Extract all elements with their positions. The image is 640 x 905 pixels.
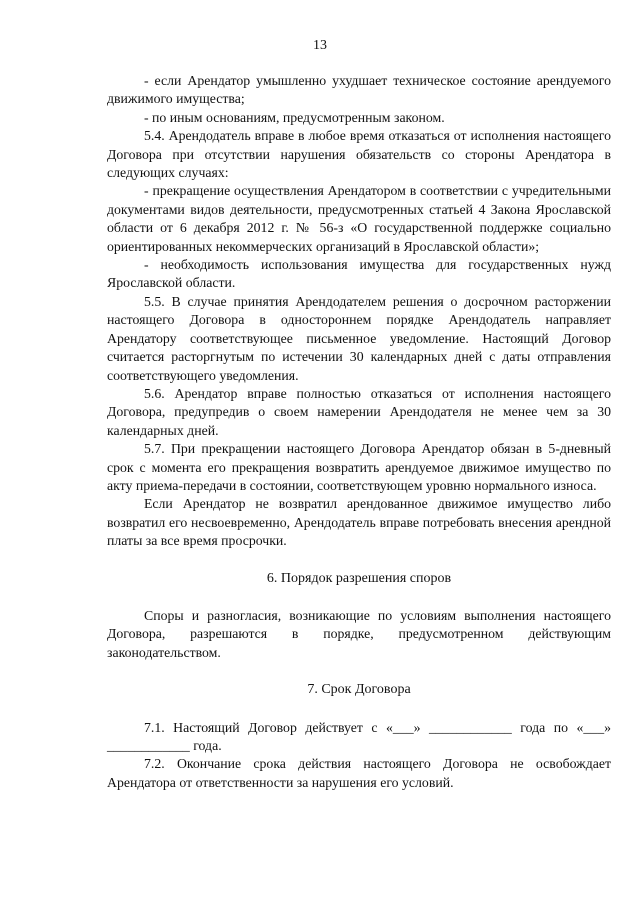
section-6-heading: 6. Порядок разрешения споров (266, 570, 452, 586)
paragraph-disputes: Споры и разногласия, возникающие по условиям выполнения настоящего Договора, разрешаются в порядке, предусмотренном действующим законодательством. (107, 607, 611, 660)
paragraph-cessation-activity: - прекращение осуществления Арендатором в соответствии с учредительными документами видов деятельности, предусмотренных статьей 4 Закона Ярославской области от 6 декабря 2012 г. № 56-з «О государственной поддержке социально ориентированных некоммерческих организаций в Ярославской области»; (107, 183, 611, 254)
section-7-heading: 7. Срок Договора (307, 682, 411, 698)
paragraph-late-return: Если Арендатор не возвратил арендованное движимое имущество либо возвратил его несвоевременно, Арендодатель вправе потребовать внесения арендной платы за все время просрочки. (107, 496, 611, 549)
document-body (107, 72, 611, 792)
paragraph-other-grounds: - по иным основаниям, предусмотренным законом. (144, 109, 445, 125)
paragraph-5-6: 5.6. Арендатор вправе полностью отказаться от исполнения настоящего Договора, предупредив о своем намерении Арендодателя не менее чем за 30 календарных дней. (107, 385, 611, 438)
paragraph-7-1: 7.1. Настоящий Договор действует с «___» ____________ года по «___» ____________ года. (107, 719, 611, 753)
paragraph-degradation-clause: - если Арендатор умышленно ухудшает техническое состояние арендуемого движимого имущества; (107, 73, 611, 107)
paragraph-5-4: 5.4. Арендодатель вправе в любое время отказаться от исполнения настоящего Договора при отсутствии нарушения обязательств со стороны Арендатора в следующих случаях: (107, 128, 611, 181)
paragraph-state-needs: - необходимость использования имущества для государственных нужд Ярославской области. (107, 257, 611, 291)
page-number: 13 (313, 38, 327, 53)
paragraph-5-5: 5.5. В случае принятия Арендодателем решения о досрочном расторжении настоящего Договора в одностороннем порядке Арендодатель направляет Арендатору соответствующее письменное уведомление. Настоящий Договор считается расторгнутым по истечении 30 календарных дней с даты отправления соответствующего уведомления. (107, 293, 611, 383)
paragraph-7-2: 7.2. Окончание срока действия настоящего Договора не освобождает Арендатора от ответственности за нарушения его условий. (107, 756, 611, 790)
paragraph-5-7: 5.7. При прекращении настоящего Договора Арендатор обязан в 5-дневный срок с момента его прекращения возвратить арендуемое движимое имущество по акту приема-передачи в состоянии, соответствующем уровню нормального износа. (107, 441, 611, 493)
